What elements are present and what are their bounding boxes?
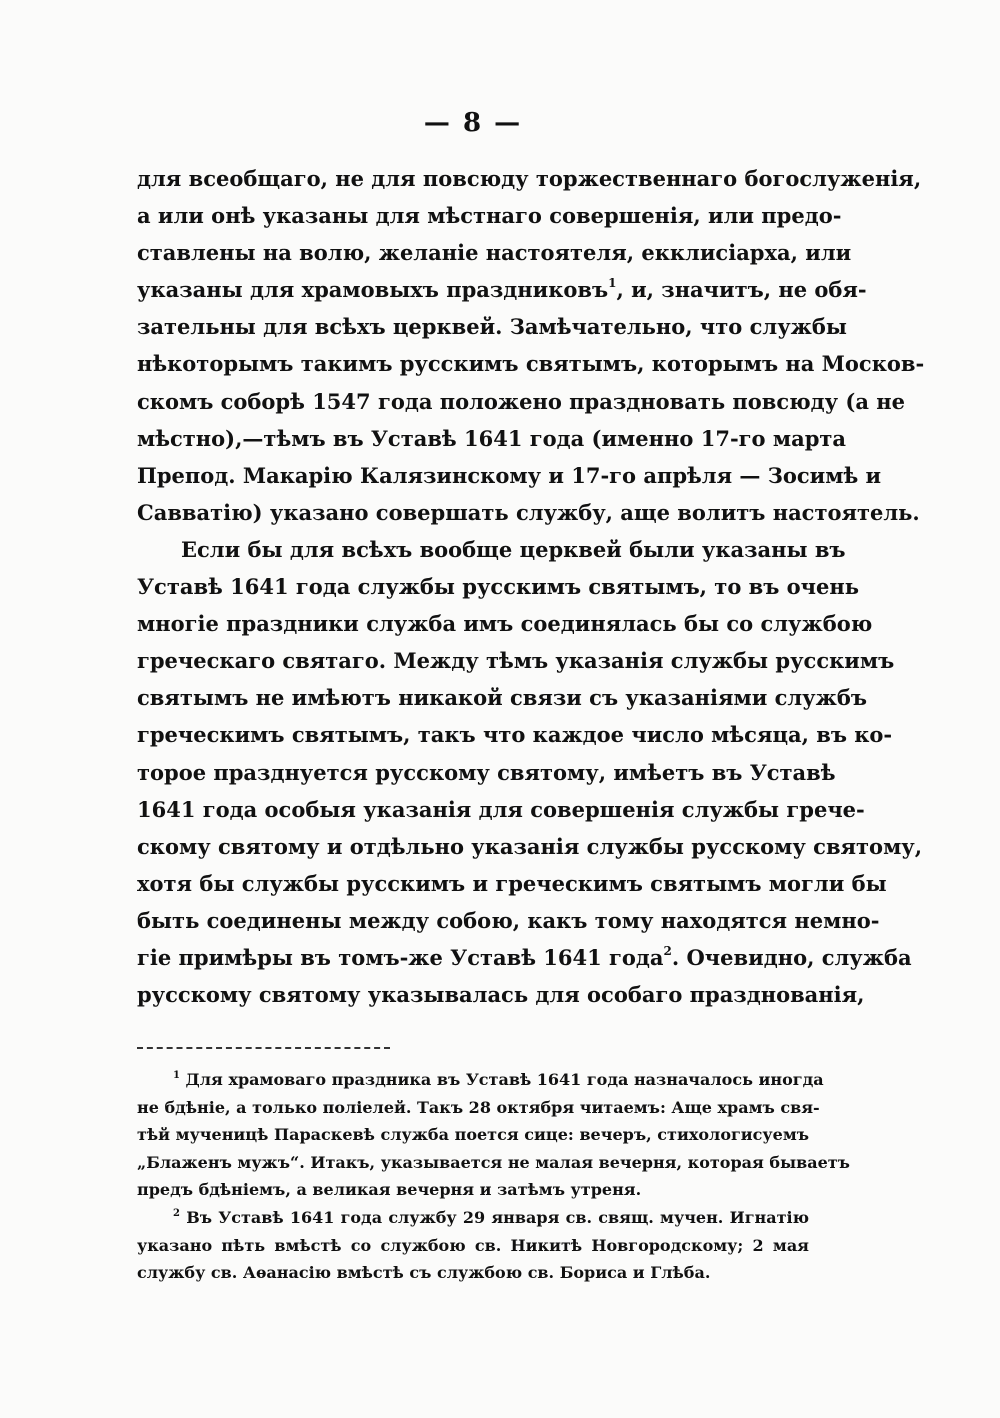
body-line-text: Уставѣ 1641 года службы русскимъ святымъ, то въ очень <box>137 574 860 600</box>
footnote-separator <box>137 1047 390 1049</box>
footnote-text: тѣй мученицѣ Параскевѣ служба поется сице: вечеръ, стихологисуемъ <box>137 1125 809 1145</box>
body-line-text: мѣстно),—тѣмъ въ Уставѣ 1641 года (именно 17-го марта <box>137 425 846 451</box>
footnote-text: „Блаженъ мужъ“. Итакъ, указывается не малая вечерня, которая бываетъ <box>137 1152 850 1172</box>
body-line-text: Если бы для всѣхъ вообще церквей были указаны въ <box>181 536 846 562</box>
body-line <box>137 457 882 494</box>
footnote-text: Для храмоваго праздника въ Уставѣ 1641 года назначалось иногда <box>185 1070 824 1089</box>
body-line-text: . Очевидно, служба <box>671 944 912 970</box>
body-line-text: нѣкоторымъ такимъ русскимъ святымъ, которымъ на Москов- <box>137 351 925 377</box>
body-line <box>137 642 895 679</box>
footnote-line <box>137 1259 809 1287</box>
footnote-line <box>137 1121 809 1149</box>
body-line <box>137 308 847 345</box>
footnote-text: предъ бдѣніемъ, а великая вечерня и затѣмъ утреня. <box>137 1180 642 1200</box>
body-line-text: , и, значитъ, не обя- <box>616 277 867 303</box>
footnote-marker: 1 <box>173 1070 180 1081</box>
body-line-text: скомъ соборѣ 1547 года положено праздновать повсюду (а не <box>137 388 906 414</box>
body-line <box>137 976 865 1013</box>
body-line <box>137 939 912 976</box>
body-line <box>137 754 836 791</box>
body-line-text: Препод. Макарію Калязинскому и 17-го апрѣля — Зосимѣ и <box>137 462 882 488</box>
body-line <box>137 197 842 234</box>
footnote-line <box>137 1094 820 1122</box>
footnote-line <box>137 1232 809 1260</box>
footnote-reference: 2 <box>663 943 672 958</box>
body-line <box>137 160 922 197</box>
page-number: — 8 — <box>423 108 523 138</box>
footnote-reference: 1 <box>608 276 617 291</box>
body-line-text: торое празднуется русскому святому, имѣетъ въ Уставѣ <box>137 759 836 785</box>
body-line-text: быть соединены между собою, какъ тому находятся немно- <box>137 907 880 933</box>
body-line <box>137 420 846 457</box>
footnote-line <box>137 1149 850 1177</box>
footnote-line <box>137 1066 824 1094</box>
body-line <box>137 494 920 531</box>
body-line <box>137 345 925 382</box>
body-line-text: скому святому и отдѣльно указанія службы русскому святому, <box>137 833 923 859</box>
body-line <box>137 828 923 865</box>
body-line <box>137 568 860 605</box>
body-line <box>137 791 865 828</box>
footnotes <box>137 1066 850 1287</box>
body-line <box>137 679 867 716</box>
body-line-text: для всеобщаго, не для повсюду торжественнаго богослуженія, <box>137 166 922 191</box>
body-line-text: хотя бы службы русскимъ и греческимъ святымъ могли бы <box>137 870 887 896</box>
body-line <box>137 605 873 642</box>
footnote-text: указано пѣть вмѣстѣ со службою св. Никитѣ Новгородскому; 2 мая <box>137 1235 809 1255</box>
body-line-text: а или онѣ указаны для мѣстнаго совершенія, или предо- <box>137 203 842 229</box>
body-line-text: греческимъ святымъ, такъ что каждое число мѣсяца, въ ко- <box>137 722 893 748</box>
footnote-line <box>137 1176 809 1204</box>
body-line-text: русскому святому указывалась для особаго празднованія, <box>137 982 865 1008</box>
body-line <box>137 234 852 271</box>
footnote-text: службу св. Аѳанасію вмѣстѣ съ службою св. Бориса и Глѣба. <box>137 1263 711 1283</box>
footnote-line <box>137 1204 809 1232</box>
body-line <box>137 531 846 568</box>
body-line <box>137 271 867 308</box>
body-line <box>137 716 893 753</box>
body-line <box>137 902 880 939</box>
footnote-text: Въ Уставѣ 1641 года службу 29 января св. свящ. мучен. Игнатію <box>186 1207 809 1227</box>
body-line-text: гіе примѣры въ томъ-же Уставѣ 1641 года <box>137 944 664 970</box>
body-line-text: греческаго святаго. Между тѣмъ указанія службы русскимъ <box>137 648 895 674</box>
body-line <box>137 383 906 420</box>
body-line-text: указаны для храмовыхъ праздниковъ <box>137 277 609 303</box>
footnote-marker: 2 <box>173 1207 180 1219</box>
footnote-text: не бдѣніе, а только полiелей. Такъ 28 октября читаемъ: Аще храмъ свя- <box>137 1097 820 1117</box>
body-line-text: Савватію) указано совершать службу, аще волитъ настоятель. <box>137 499 920 525</box>
body-line-text: 1641 года особыя указанія для совершенія службы грече- <box>137 796 865 822</box>
body-line-text: святымъ не имѣютъ никакой связи съ указаніями службъ <box>137 685 867 711</box>
body-text <box>137 160 925 1013</box>
body-line-text: зательны для всѣхъ церквей. Замѣчательно, что службы <box>137 314 847 340</box>
body-line <box>137 865 887 902</box>
body-line-text: многіе праздники служба имъ соединялась бы со службою <box>137 611 873 637</box>
body-line-text: ставлены на волю, желаніе настоятеля, екклисіарха, или <box>137 240 852 266</box>
